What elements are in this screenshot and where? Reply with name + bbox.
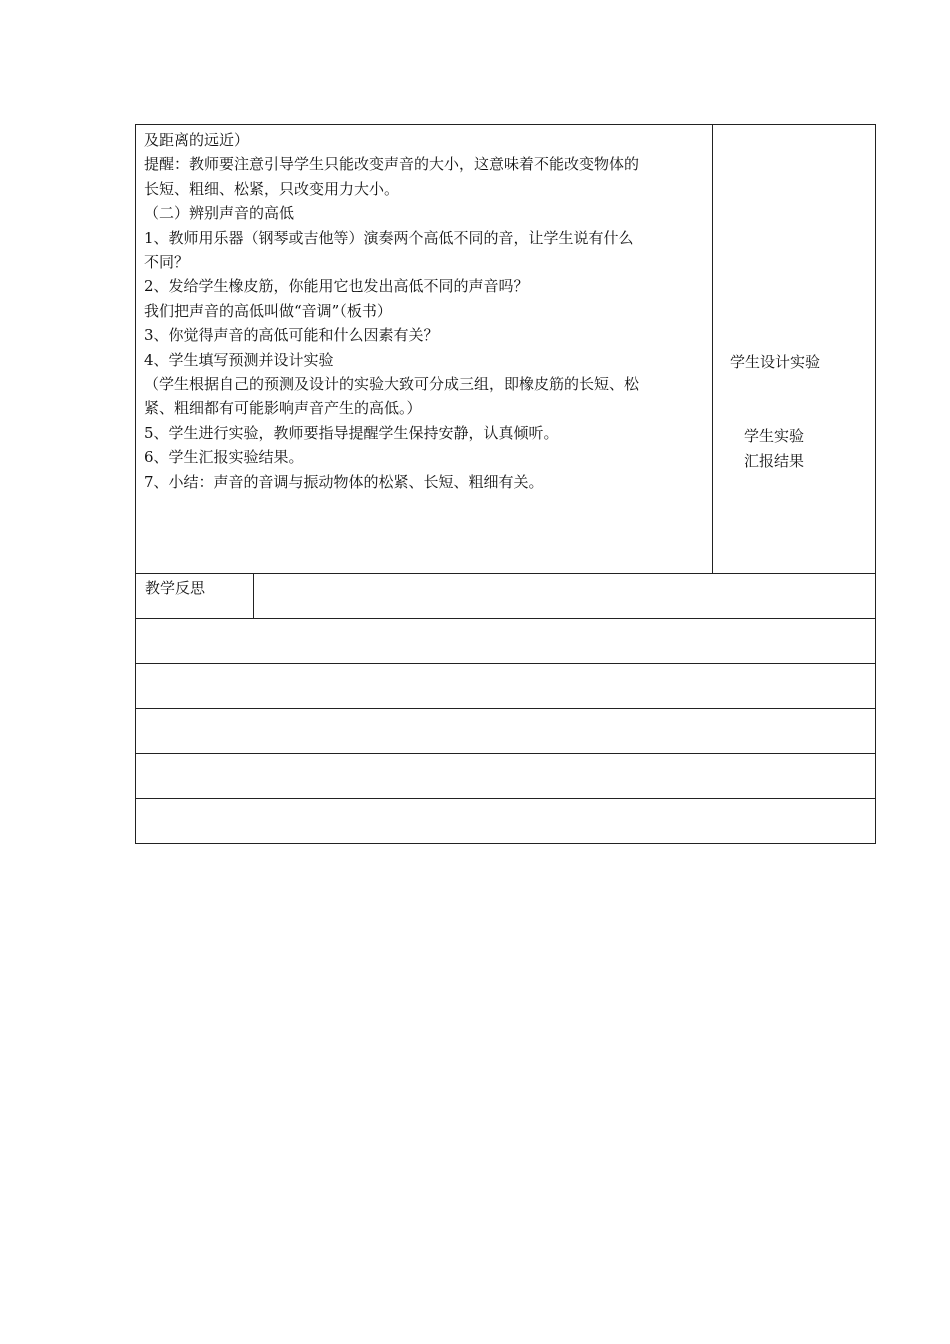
blank-row	[135, 798, 876, 844]
lesson-line: 长短、粗细、松紧，只改变用力大小。	[144, 179, 400, 198]
blank-row	[135, 618, 876, 664]
lesson-line: 3、你觉得声音的高低可能和什么因素有关？	[144, 326, 439, 345]
teaching-process-cell	[136, 125, 713, 573]
lesson-line: 2、发给学生橡皮筋，你能用它也发出高低不同的声音吗？	[144, 277, 529, 296]
reflection-label: 教学反思	[136, 574, 254, 618]
lesson-line: 1、教师用乐器（钢琴或吉他等）演奏两个高低不同的音，让学生说有什么	[144, 228, 634, 247]
blank-row	[135, 753, 876, 799]
lesson-line: 4、学生填写预测并设计实验	[144, 350, 334, 369]
lesson-line: 5、学生进行实验，教师要指导提醒学生保持安静，认真倾听。	[144, 423, 559, 442]
blank-row	[135, 663, 876, 709]
lesson-line: （二）辨别声音的高低	[144, 204, 295, 223]
student-report-label: 汇报结果	[744, 452, 805, 470]
reflection-row	[135, 573, 876, 619]
student-activity-cell	[713, 125, 875, 573]
lesson-line: 我们把声音的高低叫做“音调”（板书）	[144, 301, 392, 320]
lesson-table	[135, 124, 876, 574]
lesson-line: 提醒：教师要注意引导学生只能改变声音的大小，这意味着不能改变物体的	[144, 155, 640, 174]
student-design-label: 学生设计实验	[730, 353, 821, 371]
lesson-line: 7、小结：声音的音调与振动物体的松紧、长短、粗细有关。	[144, 472, 544, 491]
lesson-line: （学生根据自己的预测及设计的实验大致可分成三组，即橡皮筋的长短、松	[144, 375, 640, 394]
lesson-line: 及距离的远近）	[144, 131, 250, 149]
lesson-line: 紧、粗细都有可能影响声音产生的高低。）	[144, 399, 422, 418]
student-experiment-label: 学生实验	[744, 427, 805, 445]
lesson-line: 不同？	[144, 253, 190, 272]
lesson-line: 6、学生汇报实验结果。	[144, 448, 304, 467]
blank-row	[135, 708, 876, 754]
